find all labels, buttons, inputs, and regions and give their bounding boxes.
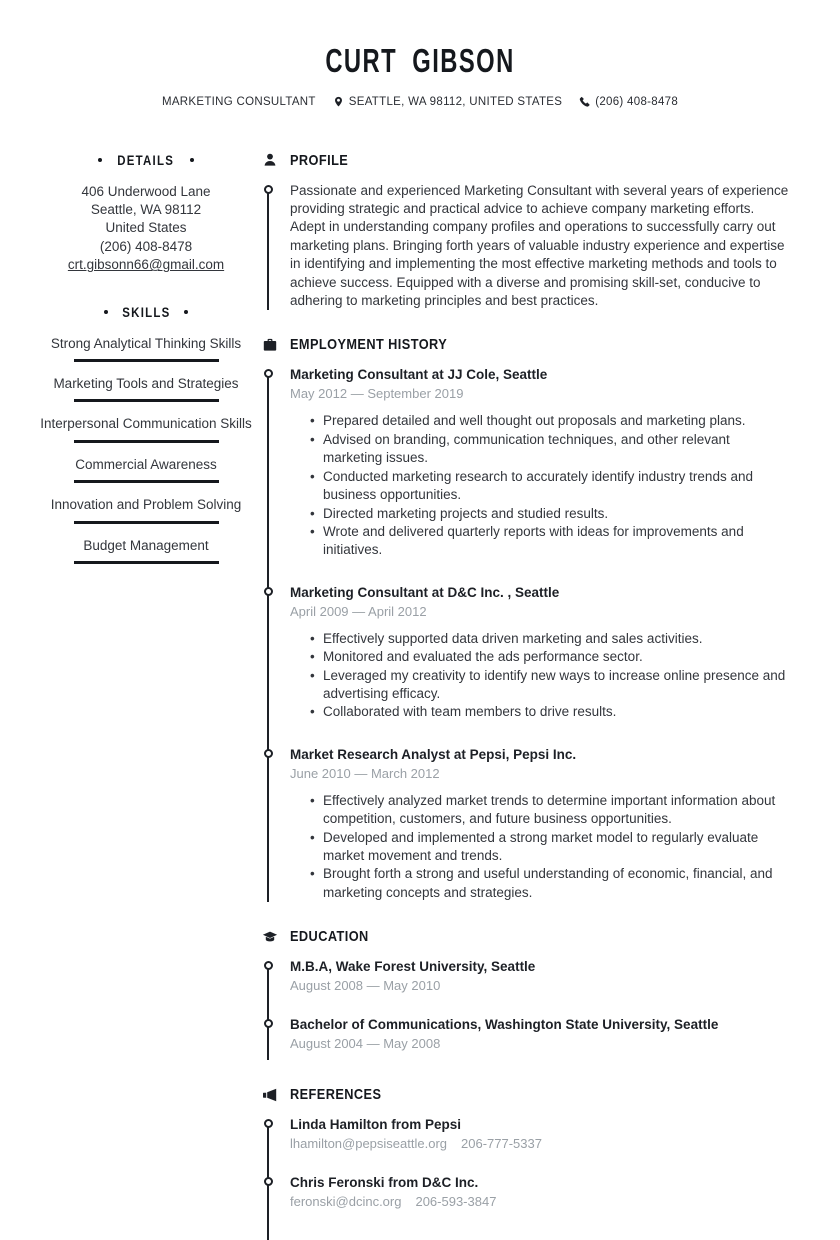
skill-item: Strong Analytical Thinking Skills xyxy=(40,335,252,362)
job-bullet: • Leveraged my creativity to identify new ways to increase online presence and advertising efficacy. xyxy=(310,667,790,704)
education-entry xyxy=(290,958,790,994)
job-bullet: • Prepared detailed and well thought out proposals and marketing plans. xyxy=(310,412,790,430)
job-bullet: • Developed and implemented a strong market model to regularly evaluate market movement and trends. xyxy=(310,829,790,866)
job-bullets xyxy=(310,630,790,722)
reference-contact xyxy=(290,1193,790,1210)
header-phone xyxy=(579,96,678,108)
reference-phone: 206-593-3847 xyxy=(415,1194,497,1210)
details-heading: DETAILS xyxy=(40,152,252,168)
details-phone: (206) 408-8478 xyxy=(99,238,193,254)
skill-item: Budget Management xyxy=(40,537,252,564)
megaphone-icon xyxy=(262,1087,278,1103)
address-line: Seattle, WA 98112 xyxy=(90,202,202,218)
employment-section-title: EMPLOYMENT HISTORY xyxy=(290,336,448,354)
reference-phone: 206-777-5337 xyxy=(461,1136,542,1152)
job-entry xyxy=(290,746,790,902)
job-dates: April 2009 — April 2012 xyxy=(290,603,427,619)
reference-email: feronski@dcinc.org xyxy=(290,1194,402,1210)
references-section-title: REFERENCES xyxy=(290,1086,382,1104)
header-location xyxy=(333,96,562,108)
job-bullet: • Wrote and delivered quarterly reports with ideas for improvements and initiatives. xyxy=(310,523,790,560)
reference-contact xyxy=(290,1135,790,1152)
skills-list xyxy=(40,335,252,564)
reference-entry xyxy=(290,1174,790,1210)
job-bullet: • Advised on branding, communication techniques, and other relevant marketing issues. xyxy=(310,431,790,468)
employment-section xyxy=(290,336,790,902)
contact-row xyxy=(0,96,840,108)
sidebar xyxy=(40,152,252,1240)
resume-header xyxy=(0,0,840,108)
skill-level-bar xyxy=(74,521,219,524)
job-dates: May 2012 — September 2019 xyxy=(290,386,464,402)
skill-level-bar xyxy=(74,440,219,443)
job-entry xyxy=(290,366,790,559)
ring-icon xyxy=(184,310,188,314)
address-line: United States xyxy=(105,220,187,236)
job-bullet: • Monitored and evaluated the ads performance sector. xyxy=(310,648,790,666)
job-bullet: • Collaborated with team members to drive results. xyxy=(310,703,790,721)
job-bullet: • Brought forth a strong and useful understanding of economic, financial, and marketing concepts and strategies. xyxy=(310,865,790,902)
person-icon xyxy=(262,152,278,168)
skill-item: Interpersonal Communication Skills xyxy=(40,415,252,442)
skill-level-bar xyxy=(74,480,219,483)
ring-icon xyxy=(190,158,194,162)
skill-item: Innovation and Problem Solving xyxy=(40,496,252,523)
job-dates: June 2010 — March 2012 xyxy=(290,765,440,781)
job-bullets xyxy=(310,792,790,902)
job-entry xyxy=(290,584,790,722)
references-section xyxy=(290,1086,790,1240)
phone-icon xyxy=(579,96,590,107)
degree-dates: August 2004 — May 2008 xyxy=(290,1036,441,1052)
ring-icon xyxy=(104,310,108,314)
candidate-job-title: MARKETING CONSULTANT xyxy=(161,95,316,108)
job-bullet: • Effectively supported data driven marketing and sales activities. xyxy=(310,630,790,648)
header-phone-text: (206) 408-8478 xyxy=(595,95,679,108)
ring-icon xyxy=(98,158,102,162)
degree-title: Bachelor of Communications, Washington State University, Seattle xyxy=(290,1017,719,1033)
job-bullets xyxy=(310,412,790,559)
job-bullet: • Directed marketing projects and studied results. xyxy=(310,505,790,523)
skill-item: Marketing Tools and Strategies xyxy=(40,375,252,402)
skill-level-bar xyxy=(74,359,219,362)
job-title: Marketing Consultant at D&C Inc. , Seattle xyxy=(290,584,560,600)
job-bullet: • Conducted marketing research to accurately identify industry trends and business opportunities. xyxy=(310,468,790,505)
education-entry xyxy=(290,1016,790,1052)
reference-email: lhamilton@pepsiseattle.org xyxy=(290,1136,448,1152)
graduation-cap-icon xyxy=(262,929,278,945)
skills-heading: SKILLS xyxy=(40,304,252,320)
degree-dates: August 2008 — May 2010 xyxy=(290,978,441,994)
degree-title: M.B.A, Wake Forest University, Seattle xyxy=(290,959,536,975)
job-title: Marketing Consultant at JJ Cole, Seattle xyxy=(290,367,548,383)
email-link[interactable]: crt.gibsonn66@gmail.com xyxy=(67,257,225,273)
job-title: Market Research Analyst at Pepsi, Pepsi Inc. xyxy=(290,746,577,762)
reference-name: Linda Hamilton from Pepsi xyxy=(290,1117,462,1133)
profile-text: Passionate and experienced Marketing Consultant with several years of experience providing strategic and practical advice to achieve company marketing efforts. Adept in understanding company profiles and operations to successfully carry out marketing plans. Bringing forth years of valuable industry experience and expertise in identifying and implementing the most effective marketing methods and tools to achieve success. Equipped with a diverse and promising skill-set, conducive to adhering to marketing principles and best practices. xyxy=(290,182,789,309)
skill-level-bar xyxy=(74,561,219,564)
details-block xyxy=(40,183,252,275)
education-section xyxy=(290,928,790,1060)
skill-level-bar xyxy=(74,399,219,402)
education-section-title: EDUCATION xyxy=(290,928,369,946)
location-pin-icon xyxy=(333,96,344,107)
main-column xyxy=(252,152,790,1240)
candidate-name: CURT GIBSON xyxy=(325,42,515,79)
briefcase-icon xyxy=(262,337,278,353)
address-line: 406 Underwood Lane xyxy=(81,183,211,199)
resume-body xyxy=(0,152,840,1240)
reference-entry xyxy=(290,1116,790,1152)
profile-section xyxy=(290,152,790,311)
profile-entry xyxy=(290,182,790,311)
profile-section-title: PROFILE xyxy=(290,151,349,169)
job-bullet: • Effectively analyzed market trends to determine important information about competition, customers, and future business opportunities. xyxy=(310,792,790,829)
header-location-text: SEATTLE, WA 98112, UNITED STATES xyxy=(348,95,563,108)
skill-item: Commercial Awareness xyxy=(40,456,252,483)
reference-name: Chris Feronski from D&C Inc. xyxy=(290,1175,479,1191)
